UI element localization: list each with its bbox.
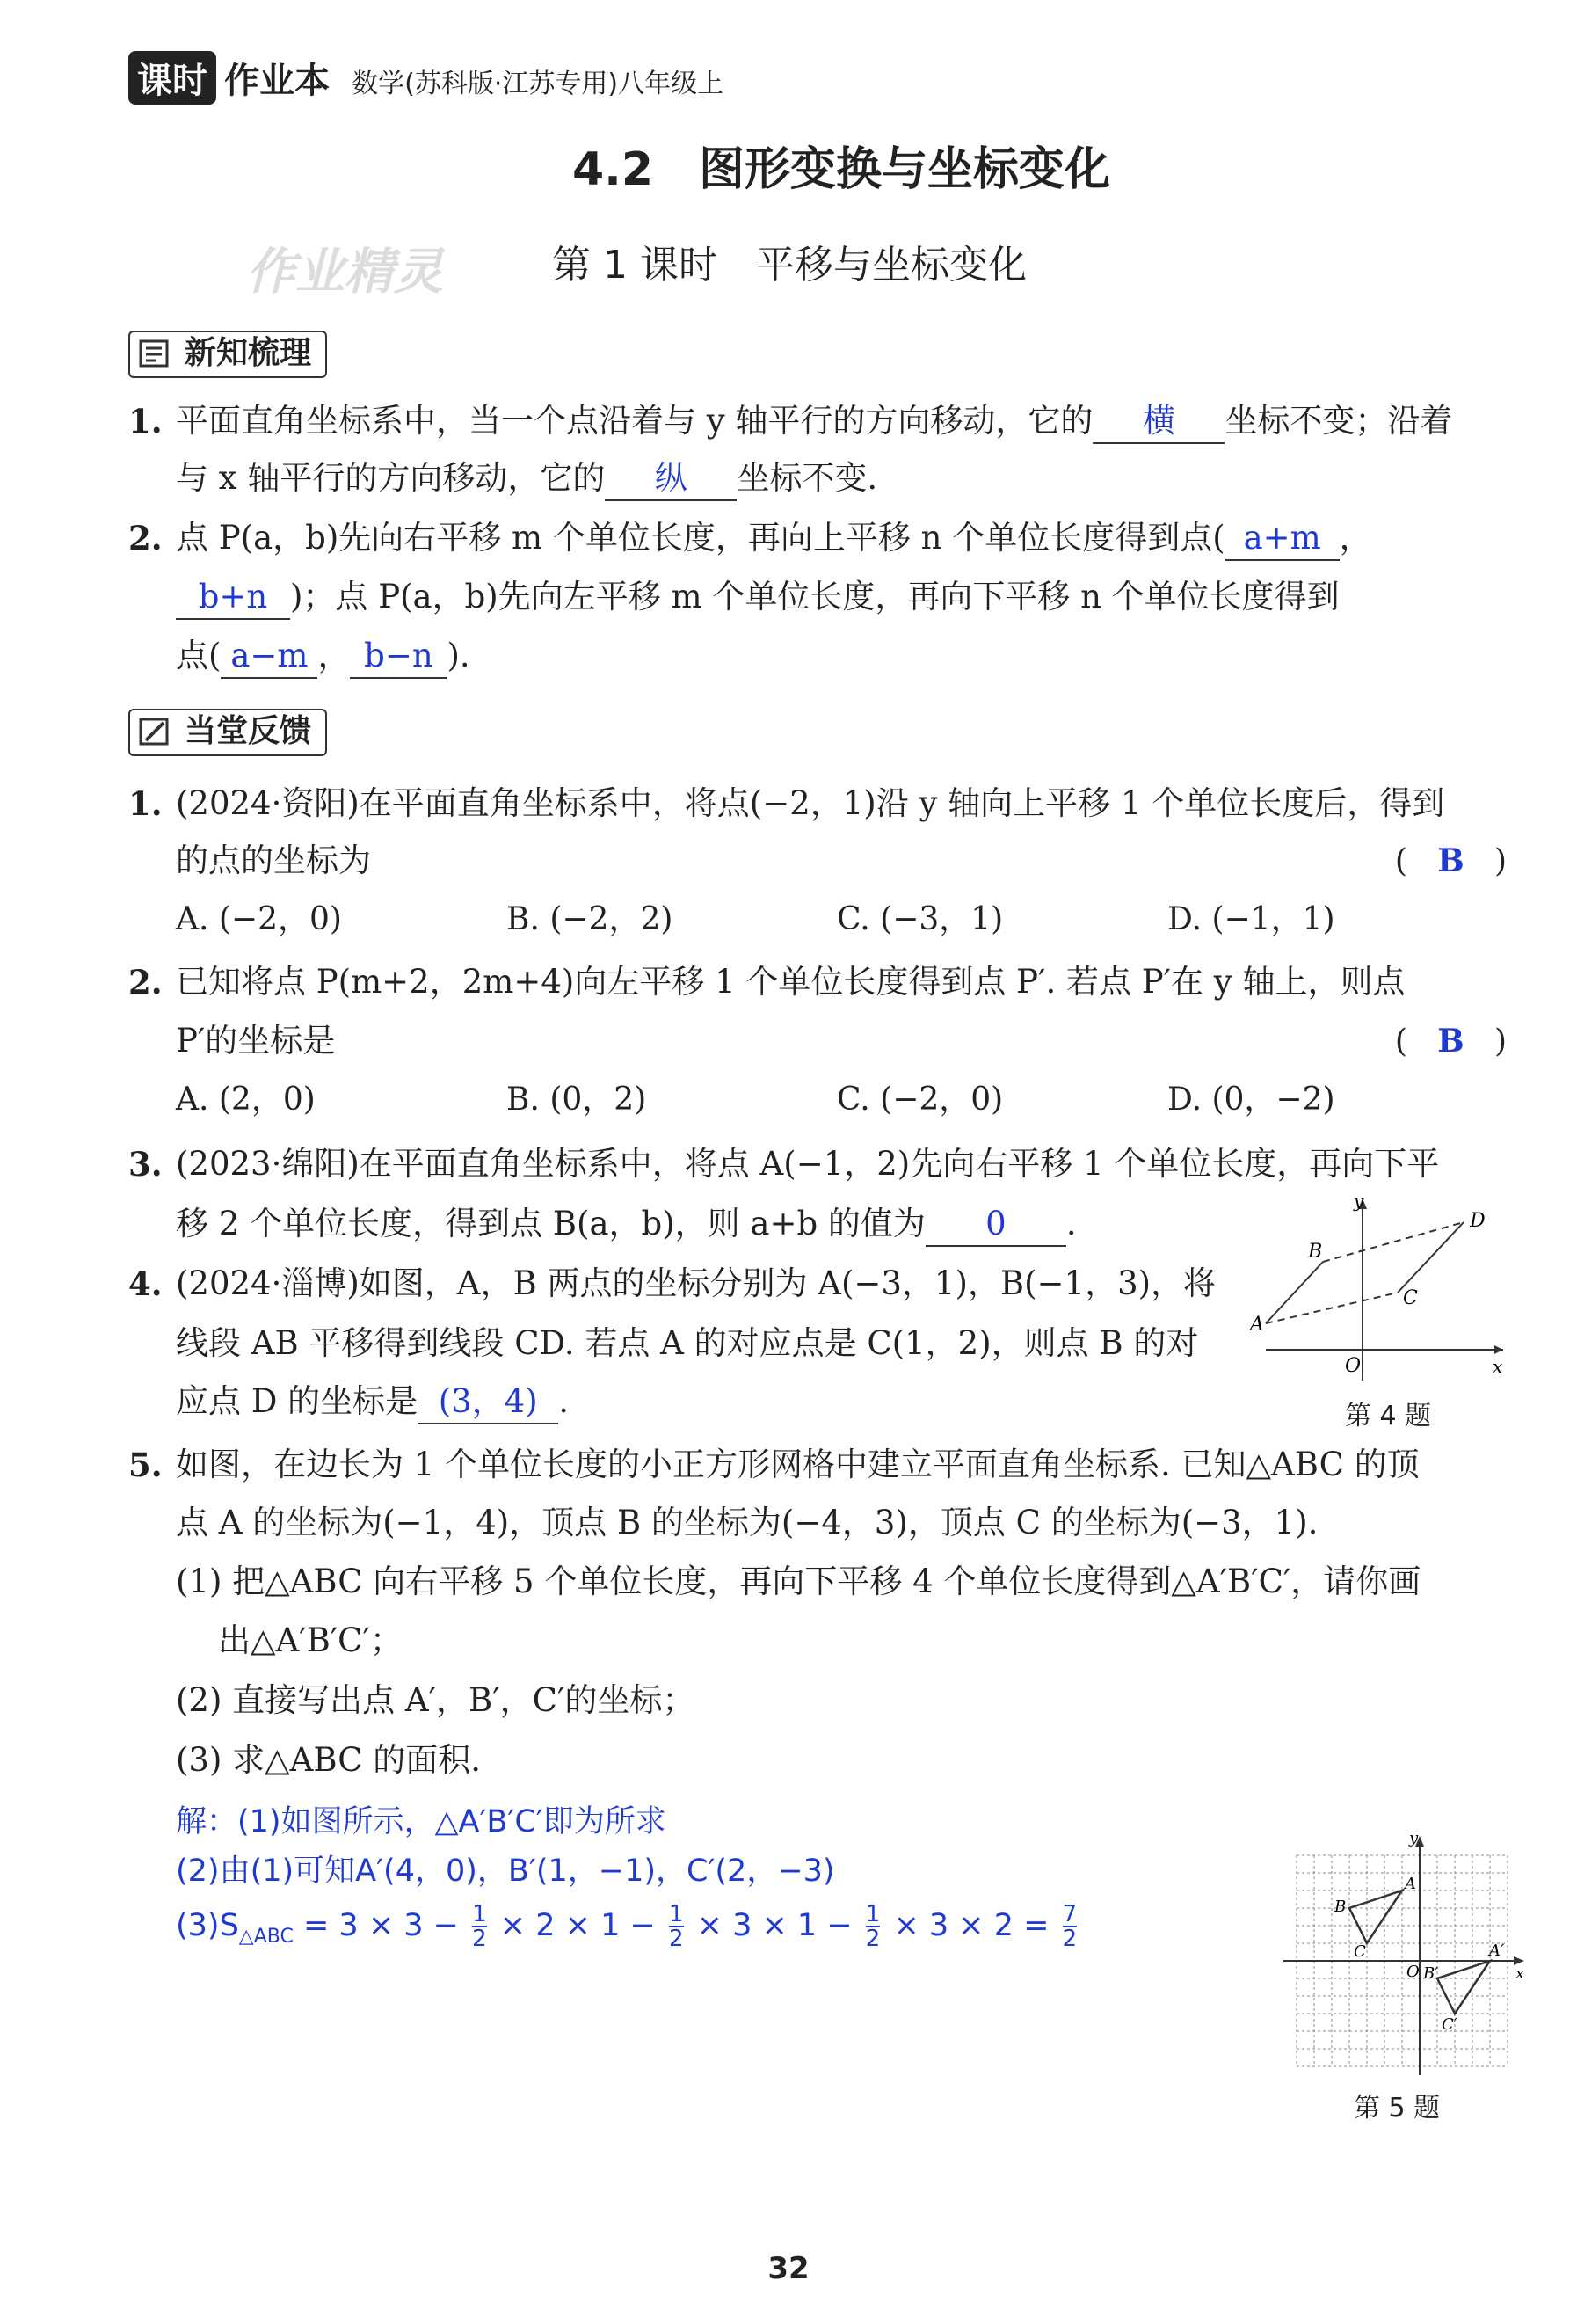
option: C. (−3，1) xyxy=(837,901,1004,937)
watermark: 作业精灵 xyxy=(246,244,443,301)
s2-q5-line2: 点 A 的坐标为(−1，4)，顶点 B 的坐标为(−4，3)，顶点 C 的坐标为(−3，1). xyxy=(176,1504,1319,1541)
header-subtitle: 数学(苏科版·江苏专用)八年级上 xyxy=(352,69,724,99)
answer-blank: 纵 xyxy=(605,457,737,501)
option: A. (−2，0) xyxy=(176,901,342,937)
lesson-title: 第 1 课时 平移与坐标变化 xyxy=(552,243,1027,288)
s2-q1-line2: 的点的坐标为 xyxy=(176,841,371,879)
q-number: 4. xyxy=(128,1264,163,1303)
s2-q3-line1: (2023·绵阳)在平面直角坐标系中，将点 A(−1，2)先向右平移 1 个单位长度，再向下平 xyxy=(176,1145,1440,1183)
point-label: A xyxy=(1250,1314,1264,1336)
answer-blank: b−n xyxy=(350,635,447,679)
x-axis-label: x xyxy=(1493,1356,1503,1377)
point-label: A xyxy=(1405,1875,1416,1893)
q-number: 1. xyxy=(128,784,163,823)
answer-blank: b+n xyxy=(176,576,290,620)
fraction: $\frac{1}{2}$ xyxy=(668,1901,684,1952)
s1-q1-line1: 平面直角坐标系中，当一个点沿着与 y 轴平行的方向移动，它的 横 坐标不变；沿着 xyxy=(176,400,1512,444)
figure-caption: 第 4 题 xyxy=(1345,1401,1432,1432)
s2-q2-line1: 已知将点 P(m+2，2m+4)向左平移 1 个单位长度得到点 P′. 若点 P′在 y 轴上，则点 xyxy=(176,963,1406,1001)
fraction: $\frac{1}{2}$ xyxy=(472,1901,487,1952)
section-new-knowledge: 新知梳理 xyxy=(128,331,327,378)
point-label: C xyxy=(1354,1942,1366,1961)
figure-4 xyxy=(1248,1191,1512,1394)
notebook-icon xyxy=(137,338,172,369)
option: C. (−2，0) xyxy=(837,1082,1004,1118)
answer-blank: a−m xyxy=(221,635,317,679)
header-brand xyxy=(128,51,723,104)
s1-q2-line3: 点( a−m ， b−n ). xyxy=(176,635,1512,679)
figure-5 xyxy=(1266,1820,1530,2084)
s2-q2-line2: P′的坐标是 xyxy=(176,1022,336,1060)
fraction: $\frac{1}{2}$ xyxy=(865,1901,881,1952)
point-label: C′ xyxy=(1442,2015,1457,2034)
point-label: B xyxy=(1334,1898,1347,1916)
q-number: 2. xyxy=(128,963,163,1002)
solution-line3: $(3)S_{\triangle ABC} = 3 \times 3$ − $\frac{1}{2}$ × 2 × 1 − $\frac{1}{2}$ × 3 × 1 − $\frac{1}{2}$ × 3 × 2 = $\frac{7}{2}$ xyxy=(176,1901,1078,1952)
pencil-icon xyxy=(137,716,172,747)
s2-q5-part1b: 出△A′B′C′； xyxy=(218,1621,403,1659)
option: B. (−2，2) xyxy=(506,901,673,937)
point-label: B′ xyxy=(1423,1964,1439,1983)
point-label: B xyxy=(1308,1241,1323,1263)
s2-q4-line2: 线段 AB 平移得到线段 CD. 若点 A 的对应点是 C(1，2)，则点 B 的对 xyxy=(176,1324,1199,1362)
q-number: 1. xyxy=(128,402,163,441)
solution-line1: 解：(1)如图所示，△A′B′C′即为所求 xyxy=(176,1804,666,1840)
origin-label: O xyxy=(1406,1963,1420,1981)
y-axis-label: y xyxy=(1354,1191,1364,1212)
s1-q1-line2: 与 x 轴平行的方向移动，它的 纵 坐标不变. xyxy=(176,457,1512,501)
answer-blank: 0 xyxy=(926,1203,1066,1247)
s2-q5-part2: (2) 直接写出点 A′，B′，C′的坐标； xyxy=(176,1681,695,1719)
s2-q4-line3: 应点 D 的坐标是 (3，4) . xyxy=(176,1381,1231,1424)
s2-q1-line1: (2024·资阳)在平面直角坐标系中，将点(−2，1)沿 y 轴向上平移 1 个单位长度后，得到 xyxy=(176,784,1445,822)
option: A. (2，0) xyxy=(176,1082,316,1118)
solution-line2: (2)由(1)可知A′(4，0)，B′(1，−1)，C′(2，−3) xyxy=(176,1854,835,1889)
brand-badge: 课时 xyxy=(128,51,216,105)
section-feedback: 当堂反馈 xyxy=(128,709,327,756)
s1-q2-line1: 点 P(a，b)先向右平移 m 个单位长度，再向上平移 n 个单位长度得到点( a+m ， xyxy=(176,517,1512,561)
answer-blank: a+m xyxy=(1225,517,1340,561)
q-number: 3. xyxy=(128,1145,163,1184)
origin-label: O xyxy=(1345,1355,1362,1377)
figure-caption: 第 5 题 xyxy=(1354,2093,1441,2124)
point-label: C xyxy=(1403,1287,1418,1309)
point-label: D xyxy=(1470,1210,1486,1232)
s1-q2-line2: b+n )；点 P(a，b)先向左平移 m 个单位长度，再向下平移 n 个单位长度得到 xyxy=(176,576,1512,620)
option: D. (0，−2) xyxy=(1167,1082,1335,1118)
answer-blank: (3，4) xyxy=(418,1381,558,1424)
q-number: 2. xyxy=(128,519,163,557)
page-title: 4.2 图形变换与坐标变化 xyxy=(571,143,1111,196)
point-label: A′ xyxy=(1489,1942,1505,1960)
s2-q5-part3: (3) 求△ABC 的面积. xyxy=(176,1741,482,1779)
s2-q5-line1: 如图，在边长为 1 个单位长度的小正方形网格中建立平面直角坐标系. 已知△ABC 的顶 xyxy=(176,1446,1420,1483)
answer-paren: ( B ) xyxy=(1394,1023,1507,1060)
s2-q5-part1a: (1) 把△ABC 向右平移 5 个单位长度，再向下平移 4 个单位长度得到△A′B′C′，请你画 xyxy=(176,1563,1421,1600)
fraction: $\frac{7}{2}$ xyxy=(1062,1901,1078,1952)
page-number: 32 xyxy=(767,2251,810,2286)
x-axis-label: x xyxy=(1515,1964,1525,1983)
s2-q4-line1: (2024·淄博)如图，A，B 两点的坐标分别为 A(−3，1)，B(−1，3)，将 xyxy=(176,1264,1217,1302)
option: B. (0，2) xyxy=(506,1082,647,1118)
answer-blank: 横 xyxy=(1093,400,1225,444)
s2-q3-line2: 移 2 个单位长度，得到点 B(a，b)，则 a+b 的值为 0 . xyxy=(176,1203,1512,1247)
option: D. (−1，1) xyxy=(1167,901,1335,937)
y-axis-label: y xyxy=(1409,1829,1419,1847)
brand-name: 作业本 xyxy=(224,61,331,101)
q-number: 5. xyxy=(128,1446,163,1484)
answer-paren: ( B ) xyxy=(1394,842,1507,879)
